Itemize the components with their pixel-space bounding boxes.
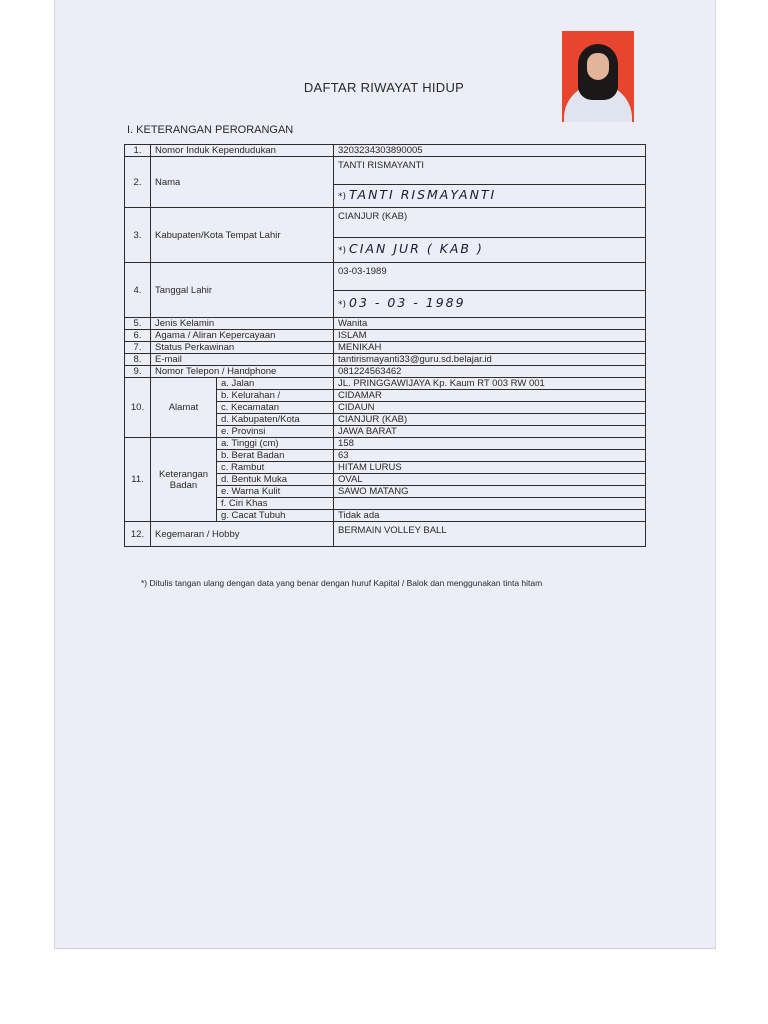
row-number: 8. xyxy=(125,354,151,366)
sub-label: a. Tinggi (cm) xyxy=(217,438,334,450)
sub-label: b. Kelurahan / xyxy=(217,390,334,402)
sub-label: e. Provinsi xyxy=(217,426,334,438)
field-value: CIANJUR (KAB) xyxy=(334,414,646,426)
group-label: Alamat xyxy=(151,378,217,438)
handwritten-text: 03 - 03 - 1989 xyxy=(349,295,466,310)
row-tempat-lahir xyxy=(125,208,646,238)
field-label: Tanggal Lahir xyxy=(151,263,334,318)
handwritten-text: CIAN JUR ( KAB ) xyxy=(349,241,484,256)
sub-label: d. Bentuk Muka xyxy=(217,474,334,486)
footnote: *) Ditulis tangan ulang dengan data yang benar dengan huruf Kapital / Balok dan menggunakan tinta hitam xyxy=(141,578,543,588)
field-value: 03-03-1989 xyxy=(334,263,646,291)
field-value: JL. PRINGGAWIJAYA Kp. Kaum RT 003 RW 001 xyxy=(334,378,646,390)
field-label: Jenis Kelamin xyxy=(151,318,334,330)
row-number: 3. xyxy=(125,208,151,263)
field-value: ISLAM xyxy=(334,330,646,342)
row-number: 10. xyxy=(125,378,151,438)
group-label-line-2: Badan xyxy=(169,479,198,491)
field-value: Tidak ada xyxy=(334,510,646,522)
row-number: 6. xyxy=(125,330,151,342)
row-hobby xyxy=(125,522,646,547)
sub-label: a. Jalan xyxy=(217,378,334,390)
row-number: 4. xyxy=(125,263,151,318)
row-number: 2. xyxy=(125,157,151,208)
section-heading: I. KETERANGAN PERORANGAN xyxy=(127,124,294,136)
photo-face xyxy=(587,53,609,80)
field-value: SAWO MATANG xyxy=(334,486,646,498)
row-nik xyxy=(125,145,646,157)
row-badan-tinggi xyxy=(125,438,646,450)
field-label: Nomor Telepon / Handphone xyxy=(151,366,334,378)
sub-label: f. Ciri Khas xyxy=(217,498,334,510)
asterisk-mark: *) xyxy=(338,192,347,202)
field-value: 63 xyxy=(334,450,646,462)
row-alamat-jalan xyxy=(125,378,646,390)
sub-label: e. Warna Kulit xyxy=(217,486,334,498)
handwritten-value xyxy=(334,238,646,263)
field-label: Kegemaran / Hobby xyxy=(151,522,334,547)
field-value: 3203234303890005 xyxy=(334,145,646,157)
sub-label: g. Cacat Tubuh xyxy=(217,510,334,522)
field-value: HITAM LURUS xyxy=(334,462,646,474)
field-value: 158 xyxy=(334,438,646,450)
row-jenis-kelamin xyxy=(125,318,646,330)
group-label-line-1: Keterangan xyxy=(158,468,209,480)
asterisk-mark: *) xyxy=(338,246,347,256)
field-value: BERMAIN VOLLEY BALL xyxy=(334,522,646,547)
field-label: Agama / Aliran Kepercayaan xyxy=(151,330,334,342)
field-value: TANTI RISMAYANTI xyxy=(334,157,646,185)
document-title: DAFTAR RIWAYAT HIDUP xyxy=(303,80,465,95)
row-status xyxy=(125,342,646,354)
field-value: tantirismayanti33@guru.sd.belajar.id xyxy=(334,354,646,366)
sub-label: c. Rambut xyxy=(217,462,334,474)
group-label xyxy=(151,438,217,522)
field-value: OVAL xyxy=(334,474,646,486)
field-value: MENIKAH xyxy=(334,342,646,354)
profile-photo xyxy=(562,31,634,122)
row-tanggal-lahir xyxy=(125,263,646,291)
row-number: 5. xyxy=(125,318,151,330)
field-value: JAWA BARAT xyxy=(334,426,646,438)
field-value xyxy=(334,498,646,510)
sub-label: b. Berat Badan xyxy=(217,450,334,462)
field-value: Wanita xyxy=(334,318,646,330)
handwritten-value xyxy=(334,185,646,208)
field-label: Nomor Induk Kependudukan xyxy=(151,145,334,157)
row-number: 12. xyxy=(125,522,151,547)
handwritten-value xyxy=(334,291,646,318)
field-label: Nama xyxy=(151,157,334,208)
row-number: 7. xyxy=(125,342,151,354)
field-label: E-mail xyxy=(151,354,334,366)
row-agama xyxy=(125,330,646,342)
field-value: CIANJUR (KAB) xyxy=(334,208,646,238)
sub-label: d. Kabupaten/Kota xyxy=(217,414,334,426)
field-value: 081224563462 xyxy=(334,366,646,378)
row-number: 9. xyxy=(125,366,151,378)
field-label: Status Perkawinan xyxy=(151,342,334,354)
row-number: 11. xyxy=(125,438,151,522)
field-value: CIDAMAR xyxy=(334,390,646,402)
field-value: CIDAUN xyxy=(334,402,646,414)
row-telepon xyxy=(125,366,646,378)
handwritten-text: TANTI RISMAYANTI xyxy=(349,187,497,202)
row-number: 1. xyxy=(125,145,151,157)
asterisk-mark: *) xyxy=(338,300,347,310)
row-nama xyxy=(125,157,646,185)
field-label: Kabupaten/Kota Tempat Lahir xyxy=(151,208,334,263)
row-email xyxy=(125,354,646,366)
sub-label: c. Kecamatan xyxy=(217,402,334,414)
personal-info-table xyxy=(124,144,646,547)
